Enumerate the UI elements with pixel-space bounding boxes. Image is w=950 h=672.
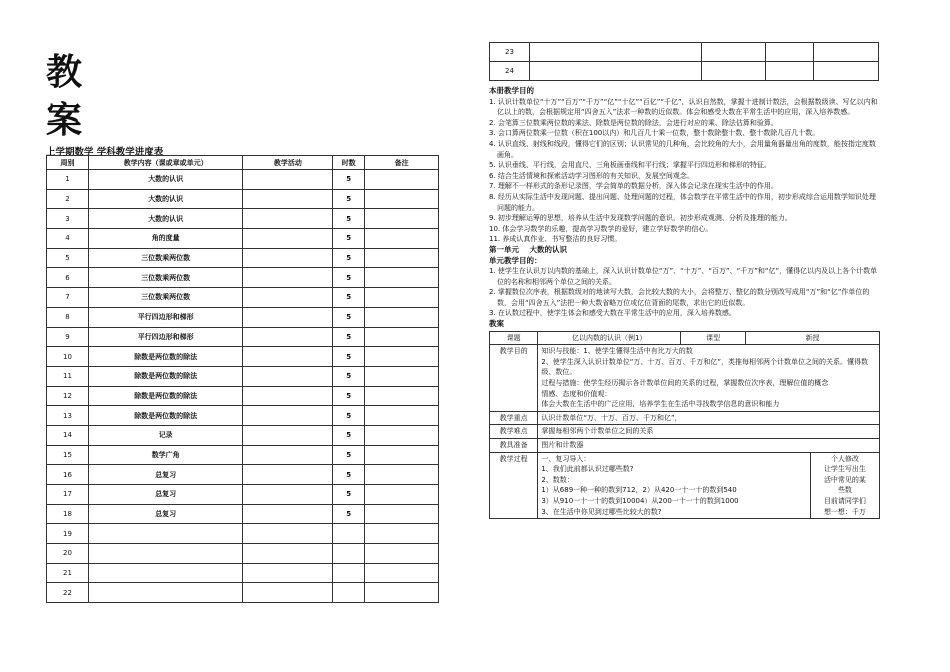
goal-item: 9. 初步理解运筹的思想，培养从生活中发现数学问题的意识，初步形成观测、分析及推理的能力。 [489, 214, 792, 223]
key-label: 教学重点 [490, 411, 538, 425]
empty-cell [529, 43, 702, 62]
schedule-row [47, 406, 439, 426]
week-cell: 1 [47, 170, 89, 190]
unit-goal-item: 1. 使学生在认识万以内数的基础上，深入认识计数单位“万”、“十万”、“百万”、“千万”和“亿”，懂得亿以内及以上各个计数单位的名称和相邻两个单位之间的关系。 [489, 267, 878, 286]
remarks-cell [365, 406, 439, 426]
schedule-continuation-table [489, 42, 879, 81]
remarks-cell [365, 189, 439, 209]
schedule-row [490, 43, 879, 62]
content-cell [88, 563, 243, 583]
aim-line: 2、使学生深入认识计数单位“万、十万、百万、千万和亿”，类推每相邻两个计数单位之间的关系。懂得数级、数位。 [541, 357, 869, 377]
lesson-aim-row [490, 345, 880, 412]
schedule-row [47, 524, 439, 544]
week-cell: 23 [490, 43, 530, 62]
cover-char-2: 案 [46, 100, 83, 141]
remarks-cell [365, 425, 439, 445]
week-cell: 15 [47, 445, 89, 465]
goals-title: 本册教学目的 [489, 86, 534, 95]
activity-cell [243, 268, 333, 288]
activity-cell [243, 544, 333, 564]
schedule-row [47, 366, 439, 386]
side-note-line: 些数 [837, 486, 852, 495]
goal-item: 4. 认识直线、射线和线段，懂得它们的区别；认识常见的几种角，会比较角的大小，会用量角器量出角的度数，能按指定度数画角。 [489, 139, 876, 159]
hours-cell [333, 544, 365, 564]
unit-goal-item: 2. 掌握数位次序表，根据数级对的地读写大数，会比较大数的大小，会将整万、整亿的数分别改写成用“万”和“亿”作单位的数，会用“四舍五入”法把一种大数省略万位或亿位背面的尾数，求出它的近似数。 [489, 288, 870, 307]
process-line: 一、复习导入： [541, 454, 591, 463]
hours-cell: 5 [333, 485, 365, 505]
aim-line: 体会大数在生活中的广泛应用，培养学生在生活中寻找数学信息的意识和能力 [541, 400, 780, 409]
content-cell: 角的度量 [88, 229, 243, 249]
remarks-cell [365, 229, 439, 249]
goal-item: 7. 理解不一样形式的条形记录图，学会简单的数据分析，深入体会记录在现实生活中的作用。 [489, 182, 778, 191]
hours-cell: 5 [333, 465, 365, 485]
side-note-line: 目前请同学们 [823, 496, 866, 505]
topic-label: 课题 [490, 331, 538, 345]
remarks-cell [365, 445, 439, 465]
plan-title: 教案 [489, 319, 504, 329]
prep-value: 图片和计数器 [538, 439, 880, 453]
week-cell: 17 [47, 485, 89, 505]
activity-cell [243, 445, 333, 465]
content-cell: 除数是两位数的除法 [88, 386, 243, 406]
schedule-table [46, 155, 439, 603]
schedule-header-row [47, 156, 439, 170]
schedule-row [47, 229, 439, 249]
content-cell: 记录 [88, 425, 243, 445]
schedule-row [47, 485, 439, 505]
remarks-cell [365, 307, 439, 327]
week-cell: 2 [47, 189, 89, 209]
activity-cell [243, 583, 333, 603]
week-cell: 13 [47, 406, 89, 426]
process-line: 1）从689一种一种的数到712，2）从420一十一十的数到540 [541, 486, 737, 495]
hours-cell: 5 [333, 229, 365, 249]
schedule-row [47, 465, 439, 485]
side-note-line: 想一想：千万 [823, 507, 866, 516]
unit-name: 大数的认识 [529, 244, 567, 254]
schedule-row [47, 445, 439, 465]
content-cell: 大数的认识 [88, 209, 243, 229]
process-content [538, 452, 811, 519]
week-cell: 11 [47, 366, 89, 386]
process-line: 2、数数： [541, 475, 574, 484]
schedule-row [47, 544, 439, 564]
unit-goals-list [489, 266, 881, 319]
content-cell [88, 583, 243, 603]
side-note-line: 活中常见的某 [823, 475, 866, 484]
empty-cell [766, 43, 814, 62]
empty-cell [702, 62, 766, 81]
remarks-cell [365, 170, 439, 190]
content-cell: 总复习 [88, 485, 243, 505]
schedule-row [47, 268, 439, 288]
week-cell: 6 [47, 268, 89, 288]
schedule-title: 上学期数学 学科教学进度表 [46, 147, 164, 158]
week-cell: 12 [47, 386, 89, 406]
week-cell: 21 [47, 563, 89, 583]
unit-number: 第一单元 [489, 244, 519, 254]
week-cell: 3 [47, 209, 89, 229]
week-cell: 9 [47, 327, 89, 347]
remarks-cell [365, 268, 439, 288]
hours-cell: 5 [333, 366, 365, 386]
content-cell: 大数的认识 [88, 189, 243, 209]
hours-cell [333, 524, 365, 544]
content-cell: 三位数乘两位数 [88, 248, 243, 268]
process-label: 教学过程 [490, 452, 538, 519]
schedule-row [47, 288, 439, 308]
remarks-cell [365, 485, 439, 505]
lesson-key-row [490, 411, 880, 425]
aim-line: 知识与技能：1、使学生懂得生活中有比万大的数 [541, 347, 693, 356]
content-cell: 除数是两位数的除法 [88, 347, 243, 367]
hours-cell: 5 [333, 347, 365, 367]
empty-cell [814, 62, 879, 81]
remarks-cell [365, 563, 439, 583]
schedule-row [47, 386, 439, 406]
activity-cell [243, 288, 333, 308]
hours-cell: 5 [333, 406, 365, 426]
hours-cell: 5 [333, 248, 365, 268]
week-cell: 8 [47, 307, 89, 327]
lesson-topic-row [490, 331, 880, 345]
activity-cell [243, 366, 333, 386]
remarks-cell [365, 288, 439, 308]
week-cell: 19 [47, 524, 89, 544]
content-cell: 三位数乘两位数 [88, 268, 243, 288]
hours-cell: 5 [333, 288, 365, 308]
header-remarks: 备注 [365, 156, 439, 170]
week-cell: 4 [47, 229, 89, 249]
week-cell: 14 [47, 425, 89, 445]
hours-cell: 5 [333, 209, 365, 229]
schedule-row [47, 563, 439, 583]
empty-cell [529, 62, 702, 81]
activity-cell [243, 189, 333, 209]
unit-goal-item: 3. 在认数过程中，使学生体会和感受大数在平常生活中的应用，深入培养数感。 [489, 309, 736, 318]
week-cell: 22 [47, 583, 89, 603]
activity-cell [243, 425, 333, 445]
process-side-notes [810, 452, 879, 519]
side-note-line: 让学生写出生 [823, 465, 866, 474]
schedule-row [47, 327, 439, 347]
goal-item: 1. 认识计数单位“十万”“百万”“千万”“亿”“十亿”“百亿”“千亿”，认识自然数，掌握十进制计数法，会根据数级读、写亿以内和亿以上的数，会根据规定用“四舍五入”法求一种数的近似数。体会和感受大数在平常生活中的应用，深入培养数感。 [489, 97, 878, 117]
empty-cell [702, 43, 766, 62]
week-cell: 24 [490, 62, 530, 81]
lesson-plan-table [489, 331, 880, 520]
activity-cell [243, 386, 333, 406]
goal-item: 2. 会笔算三位数乘两位数的乘法、除数是两位数的除法，会进行对应的乘、除法估算和验算。 [489, 118, 778, 127]
aim-content [538, 345, 880, 412]
key-value: 认识计数单位“万、十万、百万、千万和亿”， [538, 411, 880, 425]
remarks-cell [365, 209, 439, 229]
schedule-row [490, 62, 879, 81]
activity-cell [243, 524, 333, 544]
activity-cell [243, 406, 333, 426]
week-cell: 10 [47, 347, 89, 367]
remarks-cell [365, 386, 439, 406]
hours-cell: 5 [333, 189, 365, 209]
remarks-cell [365, 504, 439, 524]
schedule-row [47, 425, 439, 445]
goal-item: 10. 体会学习数学的乐趣，提高学习数学的爱好，建立学好数学的信心。 [489, 224, 713, 233]
difficulty-value: 掌握每相邻两个计数单位之间的关系 [538, 425, 880, 439]
header-content: 教学内容（课或章或单元） [88, 156, 243, 170]
empty-cell [766, 62, 814, 81]
hours-cell: 5 [333, 386, 365, 406]
activity-cell [243, 485, 333, 505]
prep-label: 教具准备 [490, 439, 538, 453]
activity-cell [243, 563, 333, 583]
remarks-cell [365, 248, 439, 268]
header-activity: 教学活动 [243, 156, 333, 170]
content-cell [88, 524, 243, 544]
aim-label: 教学目的 [490, 345, 538, 412]
goals-list [489, 97, 881, 245]
lesson-process-row [490, 452, 880, 519]
content-cell: 总复习 [88, 465, 243, 485]
process-line: 3、在生活中你见到过哪些比较大的数? [541, 507, 662, 516]
topic-value: 亿以内数的认识（例1） [538, 331, 681, 345]
header-week: 周别 [47, 156, 89, 170]
right-column [489, 86, 881, 519]
goal-item: 5. 认识垂线、平行线，会用直尺、三角板画垂线和平行线；掌握平行四边形和梯形的特征。 [489, 161, 771, 170]
unit-heading [489, 245, 881, 256]
process-line: 1、我们此前都认识过哪些数? [541, 465, 634, 474]
content-cell: 三位数乘两位数 [88, 288, 243, 308]
type-label: 课型 [681, 331, 746, 345]
activity-cell [243, 170, 333, 190]
hours-cell: 5 [333, 268, 365, 288]
remarks-cell [365, 366, 439, 386]
schedule-row [47, 189, 439, 209]
week-cell: 5 [47, 248, 89, 268]
side-note-line: 个人修改 [830, 454, 859, 463]
hours-cell [333, 583, 365, 603]
goal-item: 6. 结合生活情境和探索活动学习图形的有关知识，发展空间观念。 [489, 171, 694, 180]
aim-line: 情感、态度和价值观： [541, 389, 612, 398]
goal-item: 8. 经历从实际生活中发现问题、提出问题、处理问题的过程，体会数学在平常生活中的作用，初步形成综合运用数学知识处理问题的能力。 [489, 192, 876, 212]
goal-item: 3. 会口算两位数乘一位数（积在100以内）和几百几十乘一位数，整十数除整十数、整十数除几百几十数。 [489, 129, 820, 138]
activity-cell [243, 504, 333, 524]
content-cell: 总复习 [88, 504, 243, 524]
content-cell: 平行四边形和梯形 [88, 327, 243, 347]
hours-cell: 5 [333, 445, 365, 465]
difficulty-label: 教学难点 [490, 425, 538, 439]
lesson-difficulty-row [490, 425, 880, 439]
hours-cell: 5 [333, 327, 365, 347]
header-hours: 时数 [333, 156, 365, 170]
schedule-row [47, 307, 439, 327]
hours-cell: 5 [333, 425, 365, 445]
hours-cell [333, 563, 365, 583]
content-cell [88, 544, 243, 564]
content-cell: 大数的认识 [88, 170, 243, 190]
week-cell: 7 [47, 288, 89, 308]
activity-cell [243, 327, 333, 347]
remarks-cell [365, 583, 439, 603]
schedule-row [47, 504, 439, 524]
lesson-prep-row [490, 439, 880, 453]
remarks-cell [365, 327, 439, 347]
schedule-row [47, 170, 439, 190]
schedule-row [47, 583, 439, 603]
remarks-cell [365, 347, 439, 367]
aim-line: 过程与措施：使学生经历揭示各计数单位间的关系的过程，掌握数位次序表，理解位值的概念 [541, 379, 829, 388]
content-cell: 除数是两位数的除法 [88, 366, 243, 386]
activity-cell [243, 465, 333, 485]
remarks-cell [365, 524, 439, 544]
remarks-cell [365, 465, 439, 485]
remarks-cell [365, 544, 439, 564]
content-cell: 数学广角 [88, 445, 243, 465]
goal-item: 11. 养成认真作业、书写整洁的良好习惯。 [489, 235, 622, 244]
activity-cell [243, 248, 333, 268]
week-cell: 20 [47, 544, 89, 564]
hours-cell: 5 [333, 504, 365, 524]
activity-cell [243, 307, 333, 327]
content-cell: 平行四边形和梯形 [88, 307, 243, 327]
hours-cell: 5 [333, 307, 365, 327]
activity-cell [243, 347, 333, 367]
schedule-row [47, 347, 439, 367]
week-cell: 16 [47, 465, 89, 485]
cover-char-1: 教 [46, 52, 83, 93]
week-cell: 18 [47, 504, 89, 524]
activity-cell [243, 209, 333, 229]
schedule-row [47, 248, 439, 268]
schedule-row [47, 209, 439, 229]
process-line: 3）从910一十一十的数到10004）从200一十一十的数到1000 [541, 496, 739, 505]
empty-cell [814, 43, 879, 62]
type-value: 新授 [746, 331, 880, 345]
content-cell: 除数是两位数的除法 [88, 406, 243, 426]
hours-cell: 5 [333, 170, 365, 190]
unit-goal-title: 单元教学目的： [489, 255, 542, 265]
activity-cell [243, 229, 333, 249]
